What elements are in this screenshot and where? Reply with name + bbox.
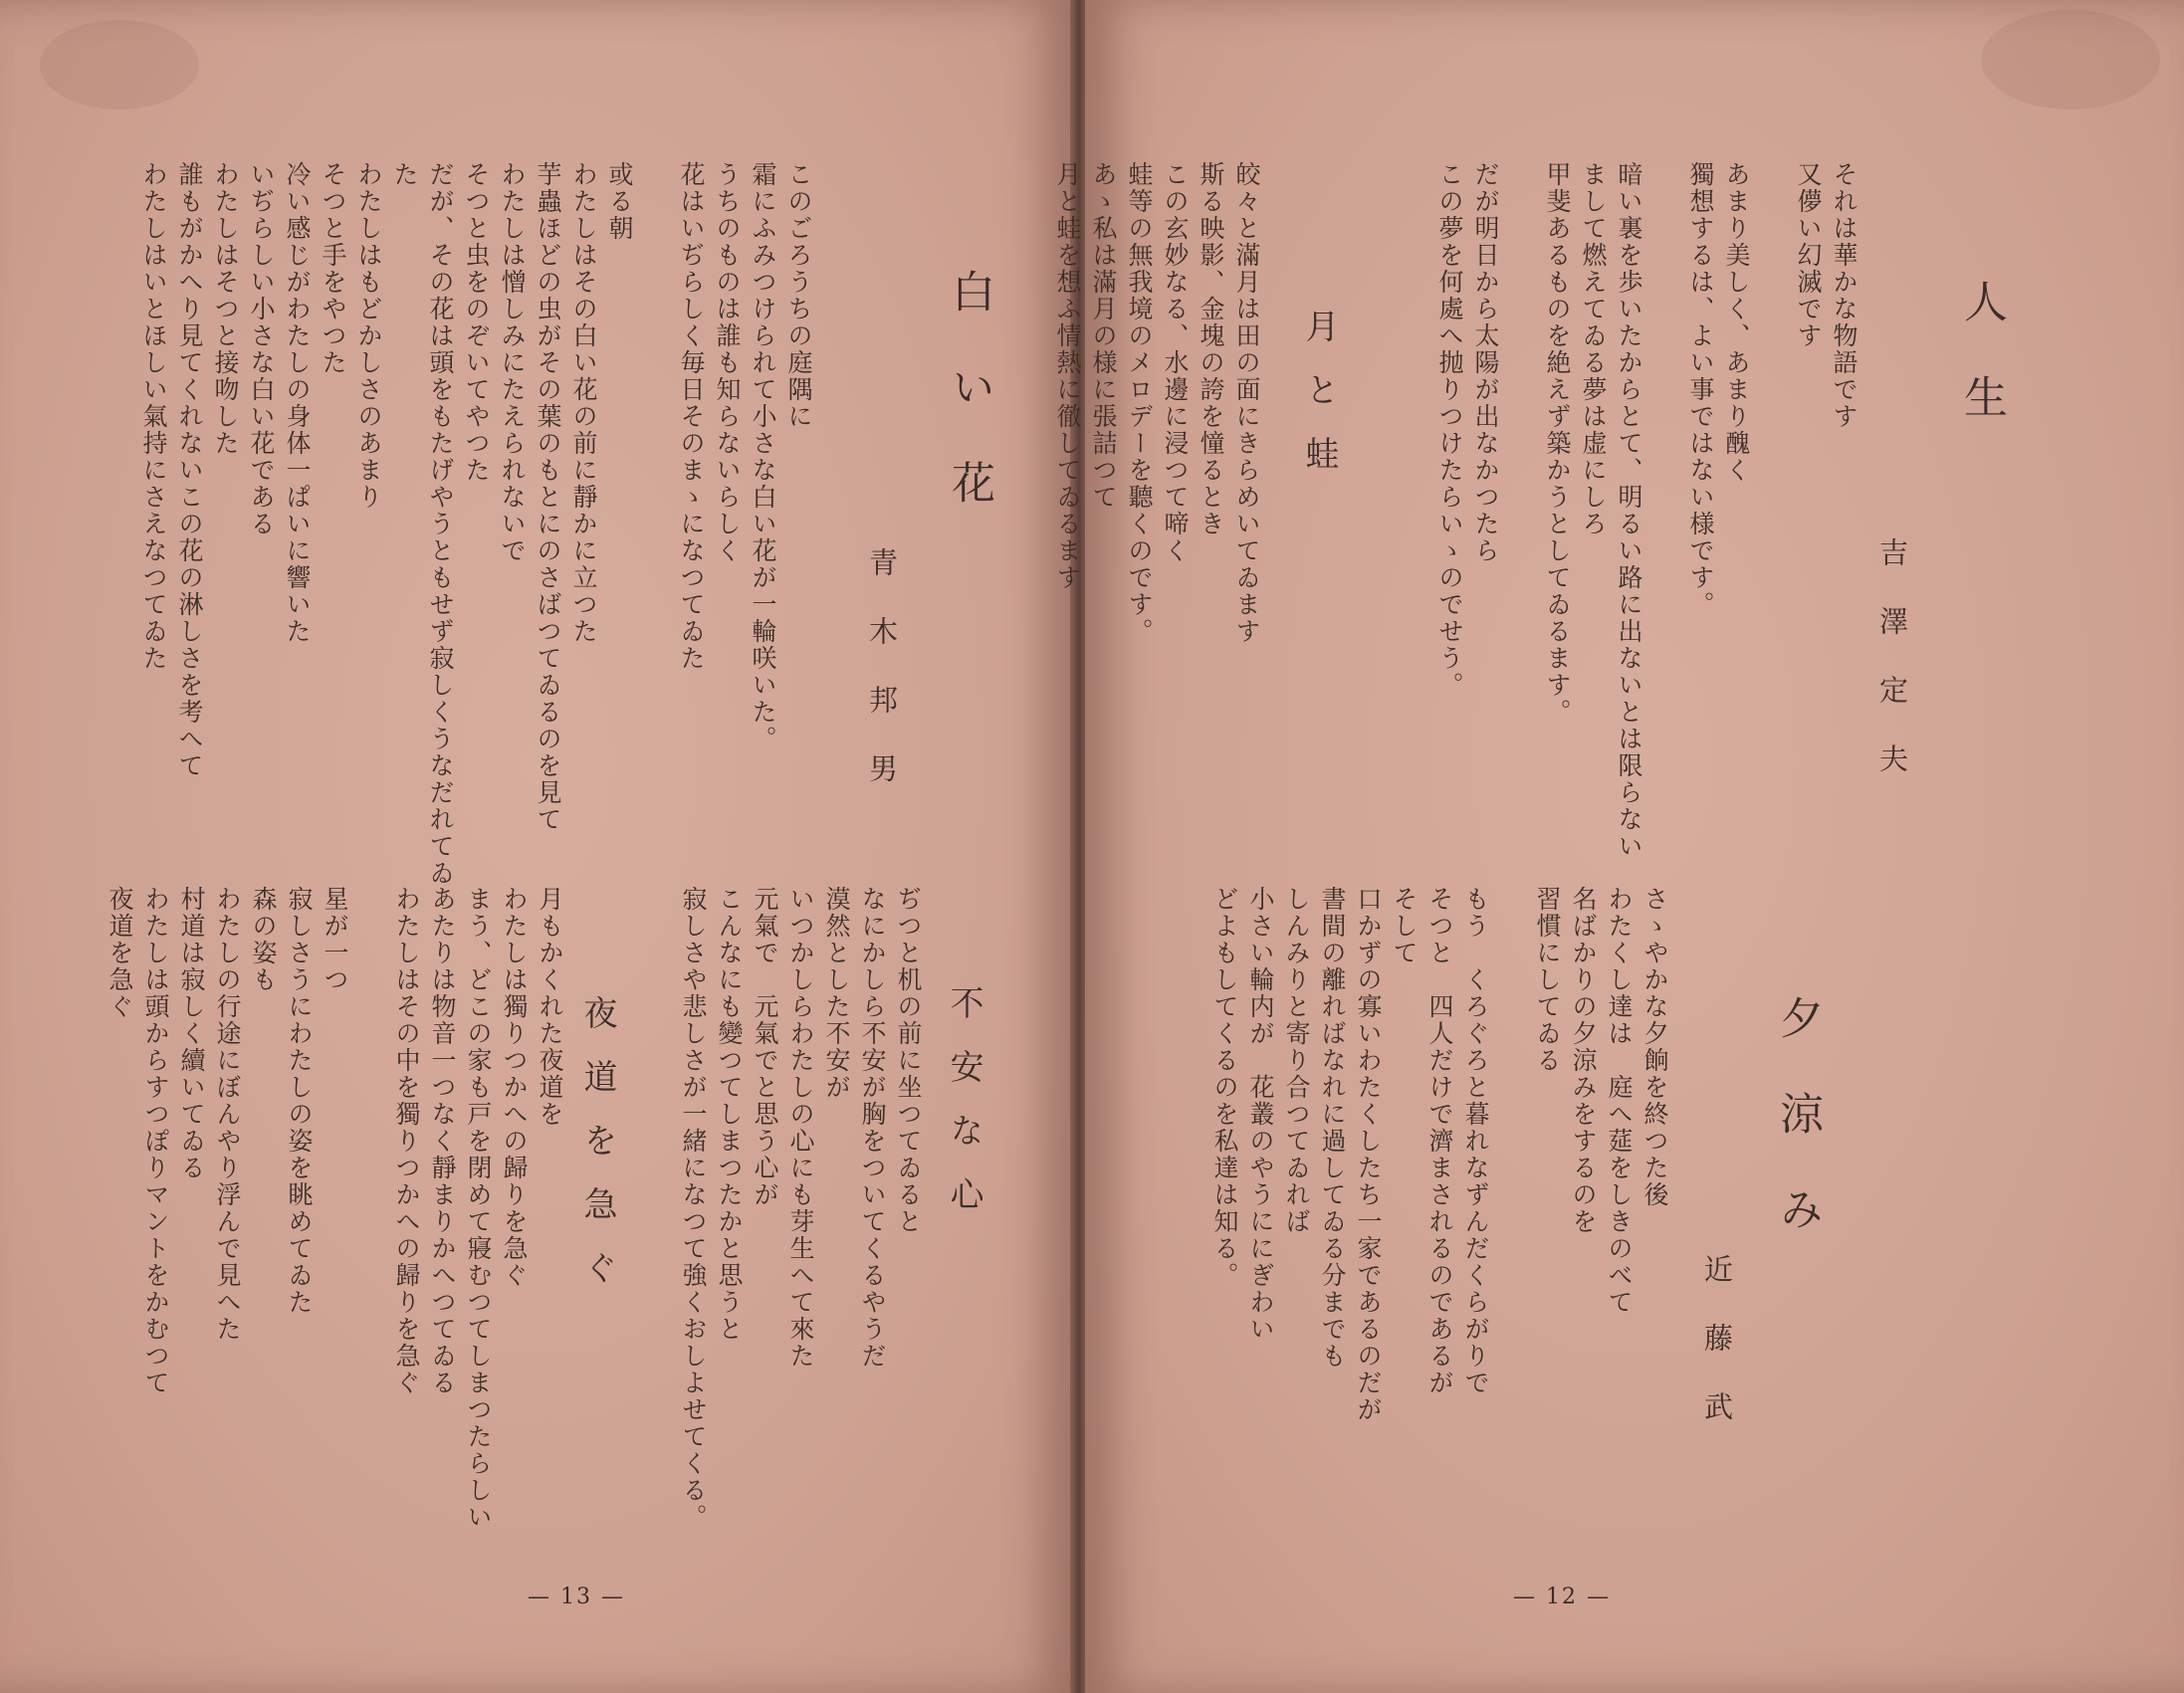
poem-body-evening-cool: さゝやかな夕餉を終つた後 わたくし達は 庭へ莚をしきのべて 名ばかりの夕涼みをするのを 習慣にしてゐる もう くろぐろと暮れなずんだくらがりで そつと 四人だけで濟まされるのであるが そして 口かずの寡いわたくしたち一家であるのだが 書間の離ればなれに過してゐる分までも しんみりと寄り合つてゐれば 小さい輪内が 花叢のやうににぎわい どよもしてくるのを私達は知る。 bbox=[1210, 886, 1669, 1423]
right-page bbox=[1053, 0, 2184, 1693]
poem-title-life: 人生 bbox=[1956, 279, 2007, 470]
poem-title-evening-cool: 夕涼み bbox=[1772, 995, 1823, 1282]
poem-author-yoshizawa: 吉澤定夫 bbox=[1875, 537, 1909, 812]
poem-body-uneasy-heart: ぢつと机の前に坐つてゐると なにかしら不安が胸をついてくるやうだ 漠然とした不安が いつかしらわたしの心にも芽生へて來た 元氣で 元氣でと思う心が こんなにも變つてしまつたかと思うと 寂しさや悲しさが一緒になつて強くおしよせてくる。 bbox=[679, 886, 923, 1531]
poem-title-uneasy-heart: 不安な心 bbox=[944, 985, 983, 1240]
paper-stain bbox=[1981, 10, 2160, 109]
poem-body-life: それは華かな物語です 又儚い幻滅です あまり美しく、あまり醜く 獨想するは、よい事ではない様です。 暗い裏を歩いたからとて、明るい路に出ないとは限らない まして燃えてゐる夢は虚にしろ 甲斐あるものを絶えず築かうとしてゐるます。 だが明日から太陽が出なかつたら この夢を何處へ抛りつけたらいゝのでせう。 bbox=[1435, 161, 1858, 860]
poem-title-white-flower: 白い花 bbox=[944, 269, 994, 555]
poem-body-hurry-night: 月もかくれた夜道を わたしは獨りつかへの歸りを急ぐ まう、どこの家も戸を閉めて寢むつてしまつたらしい あたりは物音一つなく靜まりかへつてゐる わたしはその中を獨りつかへの歸りを急ぐ 星が一つ 寂しさうにわたしの姿を眺めてゐた 森の姿も わたしの行途にぼんやり浮んで見へた 村道は寂しく續いてゐる わたしは頭からすつぽりマントをかむつて 夜道を急ぐ bbox=[106, 886, 564, 1531]
poem-body-moon-frog-part1: 皎々と滿月は田の面にきらめいてゐます 斯る映影、金塊の誇を憧るとき この玄妙なる、水邊に浸つて啼く 蛙等の無我境のメロデーを聽くのです。 あゝ私は滿月の様に張詰つて 月と蛙を想ふ情熱に徹してゐるます bbox=[1053, 161, 1261, 645]
poem-author-kondo: 近藤武 bbox=[1700, 1254, 1734, 1460]
poem-title-moon-frog: 月と蛙 bbox=[1299, 309, 1339, 500]
paper-stain bbox=[40, 20, 199, 109]
poem-author-aoki: 青木邦男 bbox=[865, 547, 899, 822]
poem-body-white-flower: このごろうちの庭隅に 霜にふみつけられて小さな白い花が一輪咲いた。 うちのものは誰も知らないらしく 花はいぢらしく毎日そのまゝになつてゐた 或る朝 わたしはその白い花の前に靜かに立つた 芋蟲ほどの虫がその葉のもとにのさばつてゐるのを見て わたしは憎しみにたえられないで そつと虫をのぞいてやつた だが、その花は頭をもたげやうともせず寂しくうなだれてゐ た わたしはもどかしさのあまり そつと手をやつた 冷い感じがわたしの身体一ぱいに響いた いぢらしい小さな白い花である わたしはそつと接吻した 誰もがかへり見てくれないこの花の淋しさを考へて わたしはいとほしい氣持にさえなつてゐた bbox=[139, 161, 813, 887]
poem-title-hurry-night: 夜道を急ぐ bbox=[577, 995, 617, 1314]
left-page bbox=[0, 0, 1073, 1693]
page-number-12: — 12 — bbox=[1513, 1585, 1611, 1609]
page-number-13: — 13 — bbox=[528, 1585, 625, 1609]
